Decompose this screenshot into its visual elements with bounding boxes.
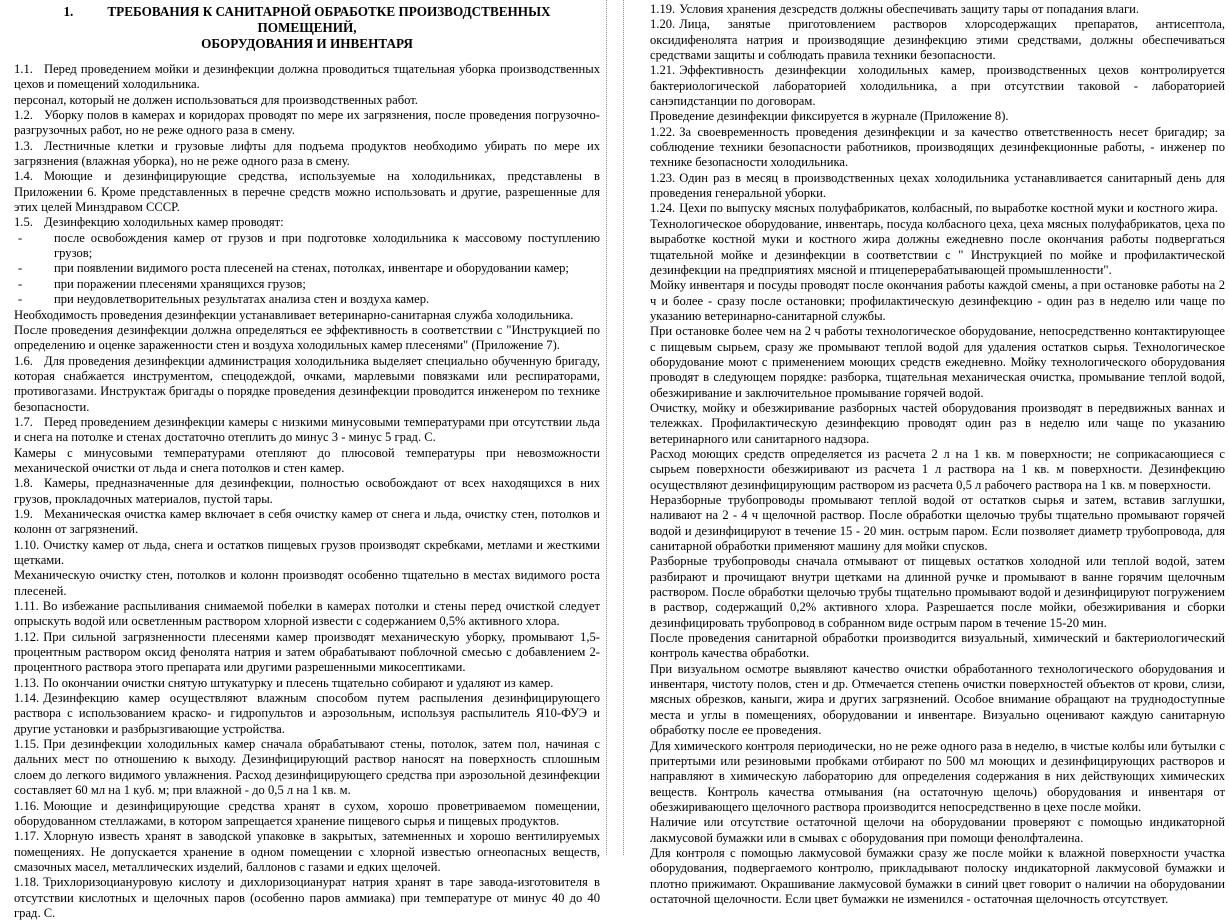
paragraph-detergent-consumption: Расход моющих средств определяется из расчета 2 л на 1 кв. м поверхности; не соприкасающиеся с сырьем поверхности обезжиривают из расчета 1 л раствора на 1 кв. м поверхности. Дезинфекцию осуществляют дезинфицирующим раствором из расчета 0,5 л рабочего раствора на 1 кв. м поверхности. <box>650 446 1225 492</box>
paragraph-1-10 <box>14 538 600 569</box>
item-text: Дезинфекцию камер осуществляют влажным способом путем распыления дезинфицирующего раствора с использованием краско- и гидропультов и аэрозольным, используя распылитель Я10-ФУЭ и другие установки и разбрызгивающие устройства. <box>14 691 600 736</box>
item-text: Лестничные клетки и грузовые лифты для подъема продуктов необходимо убирать по мере их загрязнения (влажная уборка), но не реже одного раза в смену. <box>14 138 600 169</box>
item-number: 1.17. <box>14 829 40 844</box>
paragraph-stop-washing: При остановке более чем на 2 ч работы технологическое оборудование, непосредственно контактирующее с пищевым сырьем, сразу же промывают теплой водой для удаления остатков сырья. Технологическое оборудование моют с применением моющих средств ежедневно. Мойку технологического оборудования проводят в следующем порядке: разборка, тщательная механическая очистка, промывание теплой водой, обезжиривание и заключительное промывание горячей водой. <box>650 324 1225 400</box>
item-text: Трихлоризоциануровую кислоту и дихлоризоцианурат натрия хранят в таре завода-изготовителя в отсутствии кислотных и щелочных паров (особенно паров аммиака) при температуре от минус 40 до 40 град. С. <box>14 875 600 920</box>
item-number: 1.2. <box>14 108 33 123</box>
paragraph-1-15 <box>14 737 600 798</box>
item-text: Перед проведением мойки и дезинфекции должна проводиться тщательная уборка производственных цехов и помещений холодильника. <box>14 62 600 92</box>
paragraph-quality-control: После проведения санитарной обработки производится визуальный, химический и бактериологический контроль качества обработки. <box>650 631 1225 661</box>
item-number: 1.8. <box>14 476 33 491</box>
paragraph-1-3 <box>14 139 600 170</box>
item-text: При дезинфекции холодильных камер сначала обрабатывают стены, потолок, затем пол, начиная с дальних мест по отношению к выходу. Дезинфицирующий раствор наносят на поверхность сплошным слоем до легкого видимого увлажнения. Расход дезинфицирующего средства при аэрозольной дезинфекции составляет 60 мл на 1 куб. м; при влажной - до 0,5 л на 1 кв. м. <box>14 737 600 798</box>
section-title-line2: ОБОРУДОВАНИЯ И ИНВЕНТАРЯ <box>201 36 413 51</box>
item-number: 1.1. <box>14 62 33 76</box>
item-number: 1.12. <box>14 629 40 644</box>
item-number: 1.4. <box>14 169 33 184</box>
paragraph-1-21-continuation: Проведение дезинфекции фиксируется в журнале (Приложение 8). <box>650 109 1009 124</box>
bullet-dash: - <box>18 230 23 245</box>
bullet-dash: - <box>18 292 23 307</box>
bullet-item <box>14 261 600 276</box>
page-right <box>623 0 1229 906</box>
item-number: 1.16. <box>14 798 40 813</box>
bullet-text: после освобождения камер от грузов и при подготовке холодильника к массовому поступлению грузов; <box>54 230 600 261</box>
item-number: 1.11. <box>14 599 39 614</box>
paragraph-1-4 <box>14 169 600 215</box>
page-left <box>0 0 607 920</box>
section-title-line1: ТРЕБОВАНИЯ К САНИТАРНОЙ ОБРАБОТКЕ ПРОИЗВОДСТВЕННЫХ ПОМЕЩЕНИЙ, <box>107 4 551 35</box>
paragraph-1-21 <box>650 63 1225 109</box>
paragraph-demountable-pipelines: Разборные трубопроводы сначала отмывают от пищевых остатков холодной или теплой водой, затем разбирают и прочищают внутри щетками на длинной ручке и промывают в ванне горячим щелочным раствором. После обработки щелочью трубы тщательно промывают водой и дезинфицируют погружением в раствор, содержащий 0,2% активного хлора. Разрешается после мойки, обезжиривания и сборки дезинфицировать трубопровод в собранном виде острым паром в течение 15-20 мин. <box>650 554 1225 630</box>
item-number: 1.5. <box>14 215 33 230</box>
paragraph-1-1 <box>14 62 600 93</box>
paragraph-1-20 <box>650 17 1225 63</box>
paragraph-1-19 <box>650 2 1225 17</box>
item-text: Уборку полов в камерах и коридорах проводят по мере их загрязнения, после проведения погрузочно-разгрузочных работ, но не реже одного раза в смену. <box>14 108 600 138</box>
paragraph-residual-alkali: Наличие или отсутствие остаточной щелочи на оборудовании проверяют с помощью индикаторной лакмусовой бумажки или в смывах с оборудования при помощи фенолфталеина. <box>650 815 1225 845</box>
item-number: 1.23. <box>650 170 676 185</box>
item-text: Камеры, предназначенные для дезинфекции, полностью освобождают от всех находящихся в них грузов, прокладочных материалов, пустой тары. <box>14 476 600 506</box>
paragraph-1-10-continuation: Механическую очистку стен, потолков и колонн производят особенно тщательно в местах видимого роста плесеней. <box>14 568 600 598</box>
paragraph-1-12 <box>14 630 600 676</box>
paragraph-1-5-note: Необходимость проведения дезинфекции устанавливает ветеринарно-санитарная служба холодильника. <box>14 307 574 322</box>
paragraph-1-14 <box>14 691 600 737</box>
item-text: Механическая очистка камер включает в себя очистку камер от снега и льда, очистку стен, потолков и колонн от загрязнений. <box>14 506 600 537</box>
item-text: Лица, занятые приготовлением растворов хлорсодержащих препаратов, антисептола, оксидифенолята натрия и производящие дезинфекцию этими средствами, должны обеспечиваться средствами защиты и соблюдать правила техники безопасности. <box>650 17 1225 63</box>
paragraph-1-9 <box>14 507 600 538</box>
item-number: 1.15. <box>14 737 40 752</box>
paragraph-chemical-control: Для химического контроля периодически, но не реже одного раза в неделю, в чистые колбы или бутылки с притертыми или резиновыми пробками отбирают по 500 мл моющих и дезинфицирующих растворов и направляют в химическую лабораторию для определения содержания в них действующих химических веществ. Контроль качества отмывания (на остаточную щелочь) оборудования и инвентаря от обезжиривающего щелочного раствора производится непосредственно в цехе после мойки. <box>650 738 1225 814</box>
paragraph-1-8 <box>14 476 600 507</box>
bullet-text: при появлении видимого роста плесеней на стенах, потолках, инвентаре и оборудовании камер; <box>54 261 569 276</box>
bullet-dash: - <box>18 261 23 276</box>
item-text: Эффективность дезинфекции холодильных камер, производственных цехов контролируется бактериологической лабораторией холодильника, а при отсутствии таковой - лабораторией санэпидстанции по договорам. <box>650 63 1225 109</box>
item-number: 1.19. <box>650 2 676 16</box>
item-text: Моющие и дезинфицирующие средства хранят в сухом, хорошо проветриваемом помещении, оборудованном стеллажами, в котором запрещается хранение пищевого сырья и пищевых продуктов. <box>14 798 600 828</box>
item-number: 1.14. <box>14 691 40 706</box>
item-text: Во избежание распыливания снимаемой побелки в камерах потолки и стены перед очисткой следует опрыскуть водой или осветленным раствором хлорной извести с содержанием 0,5% активного хлора. <box>14 599 600 629</box>
paragraph-parts-cleaning: Очистку, мойку и обезжиривание разборных частей оборудования производят в передвижных ваннах и тележках. Профилактическую дезинфекцию проводят один раз в неделю или чаще по указанию ветеринарного или санитарного надзора. <box>650 400 1225 446</box>
paragraph-1-22 <box>650 125 1225 171</box>
item-text: При сильной загрязненности плесенями камер производят механическую уборку, промывают 1,5-процентным раствором оксид фенолята натрия и затем обрабатывают поблочной смесью с добавлением 2-процентного раствора этого препарата или другими разрешенными микосептиками. <box>14 629 600 675</box>
item-text: Цехи по выпуску мясных полуфабрикатов, колбасный, по выработке костной муки и костного жира. <box>679 201 1218 216</box>
item-number: 1.7. <box>14 414 33 429</box>
bullet-dash: - <box>18 276 23 291</box>
item-number: 1.18. <box>14 875 40 890</box>
item-number: 1.22. <box>650 124 676 139</box>
paragraph-1-5-efficiency: После проведения дезинфекции должна определяться ее эффективность в соответствии с "Инструкцией по определению и оценке зараженности стен и воздуха холодильных камер плесенями" (Приложение 7). <box>14 322 600 353</box>
paragraph-1-7-continuation: Камеры с минусовыми температурами отепляют до плюсовой температуры при невозможности механической очистки от льда и снега потолков и стен камер. <box>14 445 600 475</box>
paragraph-litmus-test: Для контроля с помощью лакмусовой бумажки сразу же после мойки к влажной поверхности участка оборудования, подвергаемого контролю, прикладывают полоску индикаторной лакмусовой бумажки и плотно прижимают. Окрашивание лакмусовой бумажки в синий цвет говорит о наличии на оборудовании остаточной щелочности. Если цвет бумажки не изменился - остаточная щелочность отсутствует. <box>650 845 1225 906</box>
item-text: Моющие и дезинфицирующие средства, используемые на холодильниках, представлены в Приложении 6. Кроме представленных в перечне средств можно использовать и другие, разрешенные для этих целей Минздравом СССР. <box>14 169 600 215</box>
item-number: 1.10. <box>14 537 40 552</box>
item-text: Дезинфекцию холодильных камер проводят: <box>44 215 284 230</box>
section-heading <box>14 4 600 52</box>
paragraph-1-18 <box>14 875 600 921</box>
item-text: Для проведения дезинфекции администрация холодильника выделяет специально обученную бригаду, которая снабжается инструментом, спецодеждой, очками, марлевыми повязками или респираторами, противогазами. Инструктаж бригады о порядке проведения дезинфекции проводится инженером по технике безопасности. <box>14 353 600 414</box>
bullet-item <box>14 292 600 307</box>
paragraph-1-11 <box>14 599 600 630</box>
item-number: 1.6. <box>14 353 33 368</box>
item-number: 1.20. <box>650 17 676 32</box>
paragraph-1-6 <box>14 354 600 415</box>
paragraph-1-1-continuation: персонал, который не должен использоваться для производственных работ. <box>14 92 418 107</box>
item-number: 1.24. <box>650 201 676 216</box>
paragraph-1-17 <box>14 829 600 875</box>
paragraph-inventory-washing: Мойку инвентаря и посуды проводят после окончания работы каждой смены, а при остановке работы на 2 ч и более - сразу после остановки; профилактическую дезинфекцию - один раз в неделю или чаще по указанию ветеринарно-санитарной службы. <box>650 278 1225 323</box>
paragraph-equipment-washing: Технологическое оборудование, инвентарь, посуда колбасного цеха, цеха мясных полуфабрикатов, цеха по выработке костной муки и костного жира должны ежедневно после окончания работы подвергаться тщательной мойке и дезинфекции в соответствии с " Инструкцией по мойке и профилактической дезинфекции на предприятиях мясной и птицеперерабатывающей промышленности". <box>650 216 1225 277</box>
bullet-text: при поражении плесенями хранящихся грузов; <box>54 276 306 291</box>
item-number: 1.21. <box>650 63 676 78</box>
bullet-item <box>14 277 600 292</box>
item-text: Перед проведением дезинфекции камеры с низкими минусовыми температурами при отсутствии льда и снега на потолке и стенах достаточно отеплить до минус 3 - минус 5 град. С. <box>14 414 600 445</box>
item-number: 1.3. <box>14 138 33 153</box>
section-number: 1. <box>63 4 74 19</box>
item-text: Условия хранения дезсредств должны обеспечивать защиту тары от попадания влаги. <box>679 2 1139 16</box>
item-text: За своевременность проведения дезинфекции и за качество ответственность несет бригадир; за соблюдение техники безопасности работников, производящих дезинфекционные работы, - инженер по технике безопасности холодильника. <box>650 124 1225 170</box>
paragraph-1-5 <box>14 215 600 230</box>
paragraph-visual-inspection: При визуальном осмотре выявляют качество очистки обработанного технологического оборудования и инвентаря, чистоту полов, стен и др. Отмечается степень очистки поверхностей объектов от крови, слизи, мясных обрезков, каныги, жира и других загрязнений. Особое внимание обращают на труднодоступные места и углы в помещениях, оборудовании и инвентаре. Визуально оценивают каждую санитарную обработку после ее проведения. <box>650 661 1225 738</box>
paragraph-1-24 <box>650 201 1225 216</box>
item-number: 1.13. <box>14 675 40 690</box>
item-text: По окончании очистки снятую штукатурку и плесень тщательно собирают и удаляют из камер. <box>43 675 554 690</box>
item-number: 1.9. <box>14 506 33 521</box>
item-text: Очистку камер от льда, снега и остатков пищевых грузов производят скребками, метлами и жесткими щетками. <box>14 537 600 567</box>
paragraph-1-13 <box>14 676 600 691</box>
bullet-item <box>14 231 600 262</box>
bullet-text: при неудовлетворительных результатах анализа стен и воздуха камер. <box>54 292 430 307</box>
item-text: Один раз в месяц в производственных цехах холодильника устанавливается санитарный день для проведения генеральной уборки. <box>650 170 1225 201</box>
paragraph-1-16 <box>14 799 600 830</box>
paragraph-1-7 <box>14 415 600 446</box>
item-text: Хлорную известь хранят в заводской упаковке в закрытых, затемненных и хорошо вентилируемых помещениях. Не допускается хранение в одном помещении с хлорной известью огнеопасных веществ, смазочных масел, металлических изделий, баллонов с газами и едких щелочей. <box>14 829 600 874</box>
paragraph-1-2 <box>14 108 600 139</box>
paragraph-fixed-pipelines: Неразборные трубопроводы промывают теплой водой от остатков сырья и затем, вставив заглушки, наливают на 2 - 4 ч щелочной раствор. После обработки щелочью трубы тщательно промывают горячей водой и дезинфицируют в течение 15 - 20 мин. острым паром. Если позволяет диаметр трубопровода, для санитарной обработки применяют машину для мойки спусков. <box>650 493 1225 554</box>
paragraph-1-23 <box>650 171 1225 202</box>
